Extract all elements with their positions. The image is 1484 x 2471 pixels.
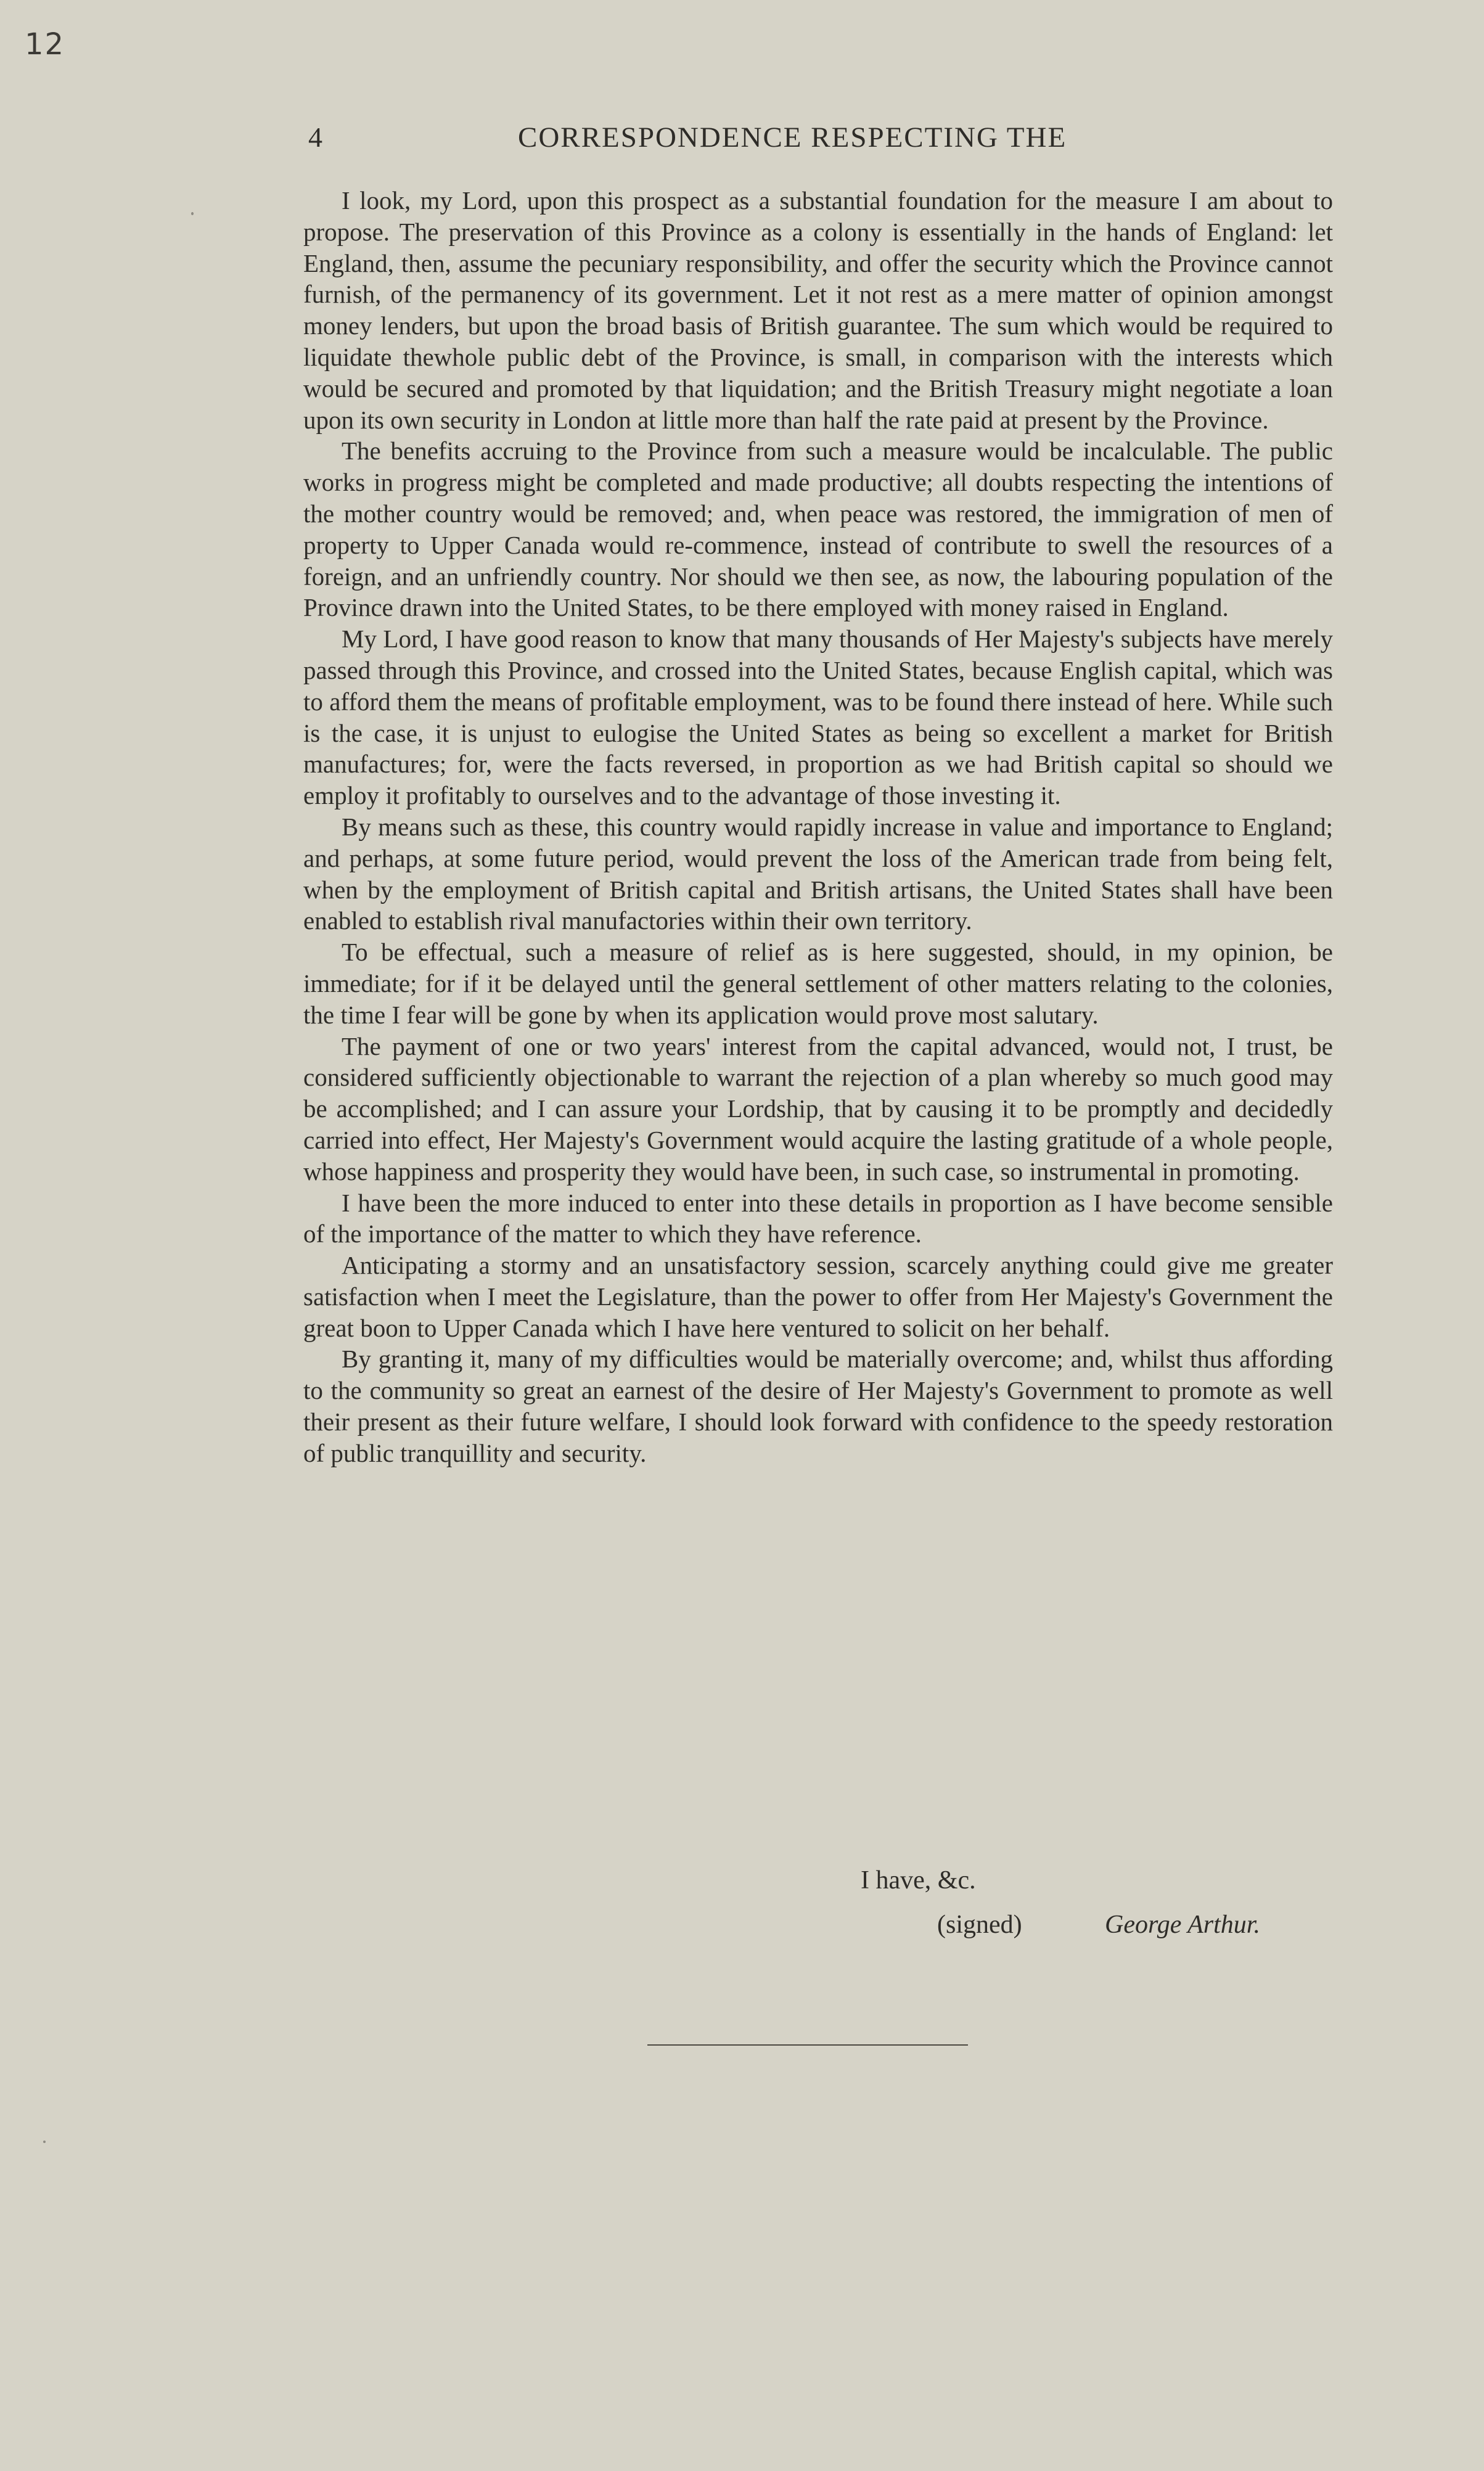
page-header — [308, 121, 1344, 164]
page-number: 4 — [308, 121, 322, 153]
signature-name: George Arthur. — [1105, 1911, 1260, 1939]
letter-body — [303, 185, 1333, 1469]
paragraph: I have been the more induced to enter into these details in proportion as I have become sensible of the importance of the matter to which they have reference. — [303, 1188, 1333, 1248]
end-rule — [647, 2044, 968, 2046]
paragraph: Anticipating a stormy and an unsatisfactory session, scarcely anything could give me greater satisfaction when I meet the Legislature, than the power to offer from Her Majesty's Government the great boon to Upper Canada which I have here ventured to solicit on her behalf. — [303, 1251, 1333, 1342]
scan-image-number: 12 — [25, 27, 65, 62]
paragraph: By granting it, many of my difficulties would be materially overcome; and, whilst thus affording to the community so great an earnest of the desire of Her Majesty's Government to promote as well their present as their future welfare, I should look forward with confidence to the speedy restoration of public tranquillity and security. — [303, 1345, 1333, 1467]
paper-speck — [43, 2141, 46, 2143]
paragraph: The benefits accruing to the Province from such a measure would be incalculable. The public works in progress might be completed and made productive; all doubts respecting the intentions of the mother country would be removed; and, when peace was restored, the immigration of men of property to Upper Canada would re-commence, instead of contribute to swell the resources of a foreign, and an unfriendly country. Nor should we then see, as now, the labouring population of the Province drawn into the United States, to be there employed with money raised in England. — [303, 436, 1333, 622]
paragraph: By means such as these, this country would rapidly increase in value and importance to England; and perhaps, at some future period, would prevent the loss of the American trade from being felt, when by the employment of British capital and British artisans, the United States shall have been enabled to establish rival manufactories within their own territory. — [303, 812, 1333, 935]
signed-label: (signed) — [937, 1911, 1022, 1939]
paragraph: The payment of one or two years' interest from the capital advanced, would not, I trust, be considered sufficiently objectionable to warrant the rejection of a plan whereby so much good may be accomplished; and I can assure your Lordship, that by causing it to be promptly and decidedly carried into effect, Her Majesty's Government would acquire the lasting gratitude of a whole people, whose happiness and prosperity they would have been, in such case, so instrumental in promoting. — [303, 1031, 1333, 1186]
paragraph: My Lord, I have good reason to know that many thousands of Her Majesty's subjects have merely passed through this Province, and crossed into the United States, because English capital, which was to afford them the means of profitable employment, was to be found there instead of here. While such is the case, it is unjust to eulogise the United States as being so excellent a market for British manufactures; for, were the facts reversed, in proportion as we had British capital so should we employ it profitably to ourselves and to the advantage of those investing it. — [303, 625, 1333, 810]
paragraph: I look, my Lord, upon this prospect as a substantial foundation for the measure I am about to propose. The preservation of this Province as a colony is essentially in the hands of England: let England, then, assume the pecuniary responsibility, and offer the security which the Province cannot furnish, of the permanency of its government. Let it not rest as a mere matter of opinion amongst money lenders, but upon the broad basis of British guarantee. The sum which would be required to liquidate thewhole public debt of the Province, is small, in comparison with the interests which would be secured and promoted by that liquidation; and the British Treasury might negotiate a loan upon its own security in London at little more than half the rate paid at present by the Province. — [303, 186, 1333, 434]
running-title: CORRESPONDENCE RESPECTING THE — [518, 121, 1067, 154]
paragraph: To be effectual, such a measure of relief as is here suggested, should, in my opinion, be immediate; for if it be delayed until the general settlement of other matters relating to the colonies, the time I fear will be gone by when its application would prove most salutary. — [303, 938, 1333, 1029]
paper-speck — [191, 212, 194, 215]
valediction: I have, &c. — [861, 1866, 976, 1895]
